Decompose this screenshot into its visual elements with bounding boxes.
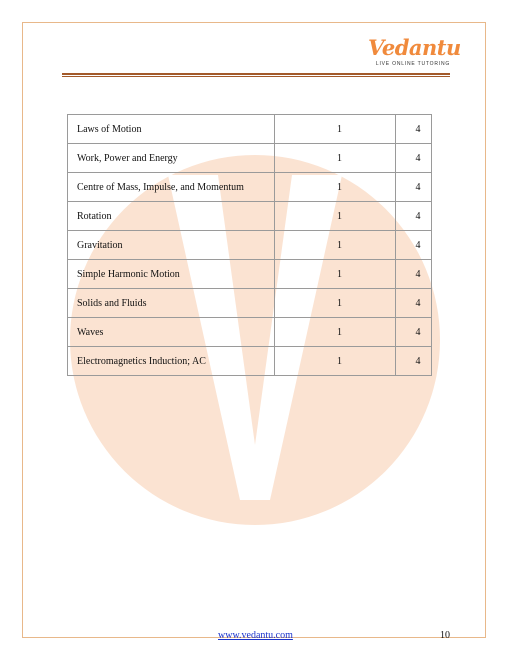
table-row xyxy=(68,173,432,202)
marks-cell: 4 xyxy=(396,144,432,173)
questions-cell: 1 xyxy=(275,347,396,376)
vedantu-logo xyxy=(368,35,461,67)
topic-cell: Work, Power and Energy xyxy=(68,144,275,173)
table-row xyxy=(68,260,432,289)
table-row xyxy=(68,318,432,347)
questions-cell: 1 xyxy=(275,231,396,260)
table-row xyxy=(68,289,432,318)
questions-cell: 1 xyxy=(275,115,396,144)
logo-wordmark: Vedantu xyxy=(368,35,461,60)
marks-cell: 4 xyxy=(396,173,432,202)
header-rule xyxy=(62,73,450,77)
topic-cell: Electromagnetics Induction; AC xyxy=(68,347,275,376)
table-row xyxy=(68,231,432,260)
questions-cell: 1 xyxy=(275,173,396,202)
questions-cell: 1 xyxy=(275,144,396,173)
marks-cell: 4 xyxy=(396,202,432,231)
marks-cell: 4 xyxy=(396,231,432,260)
table-row xyxy=(68,144,432,173)
topic-cell: Rotation xyxy=(68,202,275,231)
syllabus-table xyxy=(67,114,432,376)
marks-cell: 4 xyxy=(396,289,432,318)
footer-website-link[interactable]: www.vedantu.com xyxy=(218,630,293,641)
marks-cell: 4 xyxy=(396,318,432,347)
topic-cell: Gravitation xyxy=(68,231,275,260)
marks-cell: 4 xyxy=(396,115,432,144)
questions-cell: 1 xyxy=(275,202,396,231)
table-row xyxy=(68,347,432,376)
marks-cell: 4 xyxy=(396,347,432,376)
table-row xyxy=(68,202,432,231)
marks-cell: 4 xyxy=(396,260,432,289)
topic-cell: Laws of Motion xyxy=(68,115,275,144)
topic-cell: Waves xyxy=(68,318,275,347)
table-row xyxy=(68,115,432,144)
topic-cell: Solids and Fluids xyxy=(68,289,275,318)
logo-tagline: LIVE ONLINE TUTORING xyxy=(375,61,451,67)
topic-cell: Simple Harmonic Motion xyxy=(68,260,275,289)
questions-cell: 1 xyxy=(275,289,396,318)
page-number: 10 xyxy=(440,630,450,641)
topic-cell: Centre of Mass, Impulse, and Momentum xyxy=(68,173,275,202)
questions-cell: 1 xyxy=(275,260,396,289)
questions-cell: 1 xyxy=(275,318,396,347)
